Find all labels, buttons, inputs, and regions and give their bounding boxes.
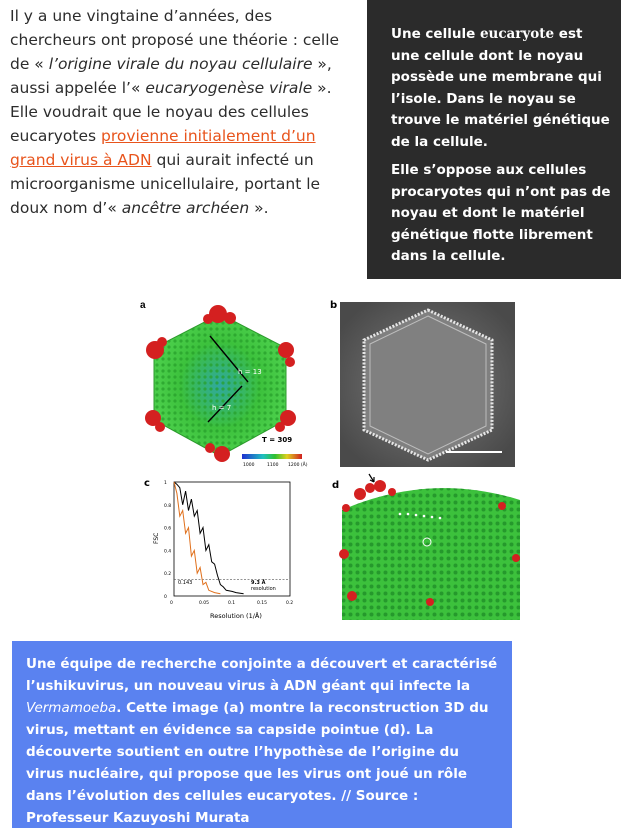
fsc-x-tick-label: 0.05: [199, 601, 210, 606]
caption-text-2: . Cette image (a) montre la reconstruction 3D du virus, mettant en évidence sa capside pointue (d). La découverte soutient en outre l’hypothèse de l’origine du virus nucléaire, qui propose que les virus ont joué un rôle dans l’évolution des cellules eucaryotes. // Source : Professeur Kazuyoshi Murata: [26, 700, 489, 826]
t-number-label: T = 309: [262, 436, 293, 444]
definition-text: qui n’ont pas de noyau et dont le matériel génétique flotte librement dans la cellule.: [391, 183, 611, 264]
intro-text-2: », aussi appelée l’«: [10, 55, 332, 97]
h13-label: h = 13: [238, 368, 262, 376]
fsc-x-axis-label: Resolution (1/Å): [210, 612, 262, 620]
term-procaryotes: procaryotes: [391, 183, 483, 200]
fsc-resolution-value: 9.3 Å: [251, 580, 266, 586]
scale-tick: 1100: [267, 463, 279, 468]
caption-text-1: Une équipe de recherche conjointe a découvert et caractérisé l’ushikuvirus, un nouveau virus à ADN géant qui infecte la: [26, 656, 498, 694]
fsc-y-tick-label: 0.4: [164, 549, 172, 555]
fsc-y-tick-label: 0: [164, 595, 167, 600]
fsc-x-tick-label: 0.15: [257, 601, 268, 606]
fsc-y-tick-label: 0.2: [164, 572, 172, 578]
panel-d-capsid-detail: [339, 472, 520, 620]
fsc-y-tick-label: 0.8: [164, 503, 172, 509]
fsc-y-axis-label: FSC: [153, 532, 160, 544]
term-eucaryote: eucaryote: [479, 26, 555, 42]
panel-b-label: b: [330, 300, 338, 311]
intro-text-1: Il y a une vingtaine d’années, des chercheurs ont proposé une théorie : celle de «: [10, 7, 340, 73]
fsc-x-tick-label: 0: [170, 601, 173, 606]
fsc-threshold-label: 0.143: [178, 580, 193, 586]
fsc-x-ticks: [170, 600, 293, 606]
definition-box: [367, 0, 621, 279]
definition-eucaryote: [391, 24, 613, 153]
panel-d-label: d: [332, 480, 340, 491]
intro-text-4: qui aurait infecté un microorganisme unicellulaire, portant le doux nom d’«: [10, 151, 321, 217]
scientific-figure: [130, 296, 620, 636]
intro-text-5: ».: [249, 199, 269, 217]
figure-svg: [130, 296, 620, 636]
fsc-y-ticks: [164, 480, 171, 600]
intro-text-3: ». Elle voudrait que le noyau des cellules eucaryotes: [10, 79, 332, 145]
intro-emphasis-ancetre: ancêtre archéen: [121, 199, 250, 217]
definition-text: Une cellule: [391, 26, 480, 42]
fsc-resolution-label: resolution: [251, 586, 276, 592]
figure-caption: [12, 641, 512, 828]
panel-a-label: a: [140, 300, 146, 311]
intro-emphasis-origine-virale: l’origine virale du noyau cellulaire: [48, 55, 313, 73]
intro-paragraph: [10, 4, 355, 220]
panel-c-label: c: [144, 478, 150, 489]
definition-text: Elle s’oppose aux cellules: [391, 162, 587, 178]
scale-tick: 1200 (Å): [288, 463, 308, 468]
fsc-x-tick-label: 0.1: [228, 601, 236, 606]
panel-a-capsid-reconstruction: [145, 305, 308, 468]
caption-emphasis-vermamoeba: Vermamoeba: [26, 700, 117, 716]
panel-b-cryo-em-image: [340, 302, 515, 467]
fsc-x-tick-label: 0.2: [286, 601, 294, 606]
color-scale-bar: [242, 454, 302, 459]
fsc-y-tick-label: 1: [164, 481, 167, 486]
scale-tick: 1000: [243, 463, 255, 468]
intro-emphasis-eucaryogenese: eucaryogenèse virale: [145, 79, 313, 97]
intro-link-grand-virus[interactable]: provienne initialement d’un grand virus à ADN: [10, 127, 316, 169]
definition-procaryote: [391, 160, 613, 268]
panel-c-fsc-plot: [153, 480, 293, 620]
definition-text: est une cellule dont le noyau possède une membrane qui l’isole. Dans le noyau se trouve le matériel génétique de la cellule.: [391, 26, 610, 150]
fsc-y-tick-label: 0.6: [164, 526, 172, 532]
h7-label: h = 7: [212, 404, 232, 412]
